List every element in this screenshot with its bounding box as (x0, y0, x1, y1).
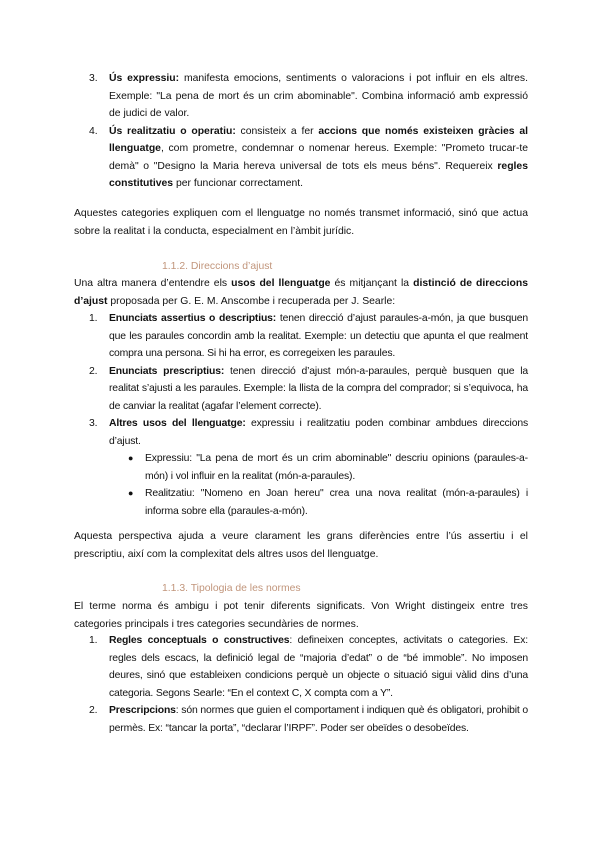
list-item-text: tenen direcció d’ajust paraules-a-món, ja que busquen que les paraules concordin amb la realitat. Exemple: un detectiu que apunta el que realment compra una persona. Si hi ha error, es corregeixen les paraules. (109, 313, 528, 359)
list-item-text: manifesta emocions, sentiments o valoracions i pot influir en els altres. Exemple: "La pena de mort és un crim abominable". Combina informació amb expressió de judici de valor. (109, 73, 528, 119)
list-number: 4. (89, 125, 98, 137)
bullet-icon: ● (128, 453, 134, 463)
direction-of-fit-list (89, 310, 529, 520)
emphasis-text: regles constitutives (109, 160, 528, 189)
intro-text: proposada per G. E. M. Anscombe i recuperada per J. Searle: (107, 295, 396, 307)
section3-intro: El terme norma és ambigu i pot tenir diferents significats. Von Wright distingeix entre tres categories principals i tres categories secundàries de normes. (74, 601, 528, 630)
bullet-item (128, 485, 528, 520)
term-label: Enunciats assertius o descriptius: (109, 313, 277, 324)
section-heading-tipologia: 1.1.3. Tipologia de les normes (162, 583, 301, 594)
list-item-text: tenen direcció d’ajust món-a-paraules, perquè busquen que la realitat s’ajusti a les paraules. Exemple: la llista de la compra del comprador; si s’equivoca, ha de canviar la realitat (agafar l’element correcte). (109, 365, 529, 412)
list-number: 3. (89, 418, 98, 429)
term-label: Ús realitzatiu o operatiu: (109, 125, 236, 137)
bullet-text: Expressiu: "La pena de mort és un crim abominable" descriu opinions (paraules-a-món) i vol influir en la realitat (món-a-paraules). (145, 453, 528, 482)
emphasis-text: usos del llenguatge (231, 278, 331, 289)
list-item-performative-use (89, 123, 528, 193)
section-heading-direccions: 1.1.2. Direccions d’ajust (162, 261, 273, 272)
term-label: Prescripcions (109, 705, 176, 716)
emphasis-text: accions que només existeixen gràcies al llenguatge (109, 125, 528, 154)
list-item-text: expressiu i realitzatiu poden combinar ambdues direccions d’ajust. (109, 418, 528, 447)
list-number: 3. (89, 73, 98, 84)
term-label: Enunciats prescriptius: (109, 365, 225, 377)
list-item-constitutive-rules (89, 632, 528, 702)
emphasis-text: distinció de direccions d’ajust (74, 278, 529, 307)
list-item-text: , com prometre, condemnar o nomenar hereus. Exemple: "Prometo trucar-te demà" o "Designo la Maria hereva universal de tots els meus béns". Requereix (109, 143, 528, 172)
list-item-text: consisteix a fer (235, 125, 319, 137)
list-number: 1. (89, 635, 98, 646)
summary-paragraph: Aquestes categories expliquen com el llenguatge no només transmet informació, sinó que actua sobre la realitat i la conducta, especialment en l’àmbit jurídic. (74, 208, 528, 237)
bullet-icon: ● (128, 488, 134, 498)
list-item-assertive (89, 310, 528, 363)
list-number: 2. (89, 365, 98, 377)
list-number: 2. (89, 705, 98, 716)
bullet-item (128, 450, 528, 485)
term-label: Altres usos del llenguatge: (109, 418, 246, 429)
list-number: 1. (89, 313, 98, 324)
examples-bullet-list (128, 450, 528, 520)
list-item-prescriptive (89, 363, 529, 416)
term-label: Ús expressiu: (109, 73, 180, 84)
section2-closing: Aquesta perspectiva ajuda a veure clarament les grans diferències entre l’ús assertiu i el prescriptiu, així com la complexitat dels altres usos del llenguatge. (74, 531, 528, 560)
bullet-text: Realitzatiu: "Nomeno en Joan hereu" crea una nova realitat (món-a-paraules) i informa sobre ella (paraules-a-món). (145, 488, 528, 517)
list-item-prescriptions (89, 702, 528, 737)
list-item-text: per funcionar correctament. (173, 178, 304, 189)
intro-text: Una altra manera d’entendre els (74, 278, 232, 289)
list-item-text: : defineixen conceptes, activitats o categories. Ex: regles dels escacs, la definició legal de “majoria d’edat” o de “bé immoble”. No imposen deures, sinó que estableixen condicions perquè un objecte o situació sigui vàlid dins d’una categoria. Segons Searle: “En el context C, X compta com a Y”. (109, 635, 528, 699)
uses-list-continued (89, 70, 528, 193)
intro-text: és mitjançant la (330, 278, 414, 289)
list-item-expressive-use (89, 70, 528, 123)
term-label: Regles conceptuals o constructives (109, 635, 290, 646)
list-item-text: : són normes que guien el comportament i indiquen què és obligatori, prohibit o permès. Ex: “tancar la porta”, “declarar l’IRPF”. Poder ser obeïdes o desobeïdes. (109, 705, 528, 734)
list-item-other-uses (89, 415, 528, 520)
norm-types-list (89, 632, 528, 737)
section2-intro (74, 275, 528, 310)
